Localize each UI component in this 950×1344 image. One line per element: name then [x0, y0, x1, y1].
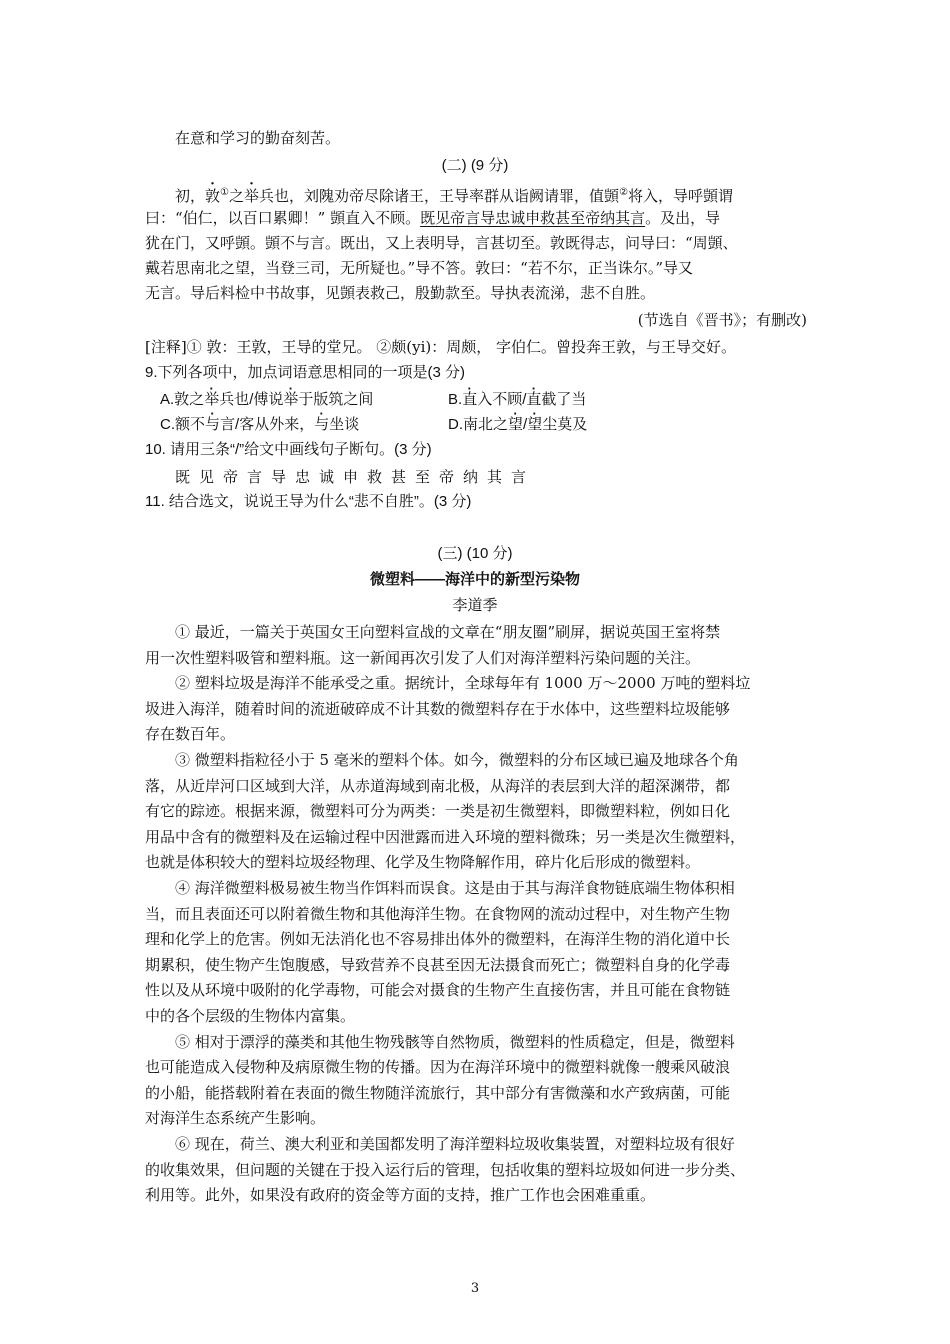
q10-sentence: 既见帝言导忠诚申救甚至帝纳其言	[175, 468, 536, 486]
section2-line-2: 曰：“伯仁，以百口累卿！” 顗直入不顾。既见帝言导忠诚申救甚至帝纳其言。及出，导	[145, 209, 721, 227]
annotation-note: [注释]① 敦：王敦，王导的堂兄。 ②颇(yi)：周颇， 字伯仁。曾投奔王敦，与王导交好。	[145, 338, 736, 356]
article-line: ③ 微塑料指粒径小于 5 毫米的塑料个体。如今，微塑料的分布区域已遍及地球各个角	[175, 751, 739, 769]
article-line: 利用等。此外，如果没有政府的资金等方面的支持，推广工作也会困难重重。	[145, 1186, 656, 1205]
q9-option-a: A.敦之举兵也/傅说举于版筑之间	[160, 391, 374, 408]
article-line: ⑤ 相对于漂浮的藻类和其他生物残骸等自然物质，微塑料的性质稳定，但是，微塑料	[175, 1032, 735, 1051]
article-line: 也就是体积较大的塑料垃圾经物理、化学及生物降解作用，碎片化后形成的微塑料。	[145, 853, 701, 872]
section2-heading: (二) (9 分)	[441, 157, 509, 174]
article-line: ② 塑料垃圾是海洋不能承受之重。据统计，全球每年有 1000 万～2000 万吨的塑料垃	[175, 674, 751, 693]
article-line: 用一次性塑料吸管和塑料瓶。这一新闻再次引发了人们对海洋塑料污染问题的关注。	[145, 648, 701, 667]
article-line: ⑥ 现在，荷兰、澳大利亚和美国都发明了海洋塑料垃圾收集装置，对塑料垃圾有很好	[175, 1135, 735, 1153]
article-line: ① 最近，一篇关于英国女王向塑料宣战的文章在“朋友圈”刷屏，据说英国王室将禁	[175, 623, 721, 641]
article-line: 也可能造成入侵物种及病原微生物的传播。因为在海洋环境中的微塑料就像一艘乘风破浪	[145, 1058, 731, 1077]
page-number: 3	[470, 1281, 480, 1296]
article-line: 落，从近岸河口区域到大洋，从赤道海域到南北极，从海洋的表层到大洋的超深渊带，都	[145, 776, 731, 795]
article-line: ④ 海洋微塑料极易被生物当作饵料而误食。这是由于其与海洋食物链底端生物体积相	[175, 879, 735, 897]
article-line: 的小船，能搭载附着在表面的微生物随洋流旅行，其中部分有害微藻和水产致病菌，可能	[145, 1083, 731, 1102]
article-line: 中的各个层级的生物体内富集。	[145, 1007, 356, 1025]
question-11: 11. 结合选文，说说王导为什么“悲不自胜”。(3 分)	[145, 493, 472, 510]
section2-line-4: 戴若思南北之望，当登三司，无所疑也。”导不答。敦曰：“若不尔，正当诛尔。”导又	[145, 259, 694, 277]
article-line: 圾进入海洋，随着时间的流逝破碎成不计其数的微塑料存在于水体中，这些塑料垃圾能够	[145, 699, 731, 718]
source-citation: (节选自《晋书》；有删改)	[637, 311, 807, 329]
article-line: 有它的踪迹。根据来源，微塑料可分为两类：一类是初生微塑料，即微塑料粒，例如日化	[145, 802, 731, 821]
article-line: 存在数百年。	[145, 725, 236, 744]
article-line: 期累积，使生物产生饱腹感，导致营养不良甚至因无法摄食而死亡；微塑料自身的化学毒	[145, 955, 731, 974]
section2-line-3: 犹在门，又呼顗。顗不与言。既出，又上表明导，言甚切至。敦既得志，问导曰：“周顗、	[145, 234, 738, 252]
article-line: 理和化学上的危害。例如无法消化也不容易排出体外的微塑料，在海洋生物的消化道中长	[145, 930, 731, 949]
question-10: 10. 请用三条“/”给文中画线句子断句。(3 分)	[145, 441, 432, 458]
section2-line-5: 无言。导后料检中书故事，见顗表救己，殷勤款至。导执表流涕，悲不自胜。	[145, 284, 656, 302]
section3-heading: (三) (10 分)	[437, 545, 513, 562]
q9-option-d: D.南北之望/望尘莫及	[448, 416, 588, 433]
article-line: 的收集效果，但问题的关键在于投入运行后的管理，包括收集的塑料垃圾如何进一步分类、	[145, 1160, 746, 1179]
article-line: 性以及从环境中吸附的化学毒物，可能会对摄食的生物产生直接伤害，并且可能在食物链	[145, 981, 731, 1000]
lead-line: 在意和学习的勤奋刻苦。	[175, 129, 341, 147]
article-title: 微塑料——海洋中的新型污染物	[369, 571, 580, 588]
article-line: 对海洋生态系统产生影响。	[145, 1109, 326, 1128]
article-line: 用品中含有的微塑料及在运输过程中因泄露而进入环境的塑料微珠；另一类是次生微塑料，	[145, 827, 746, 846]
q9-option-b: B.直入不顾/直截了当	[448, 391, 587, 408]
underlined-sentence: 既见帝言导忠诚申救甚至帝纳其言	[420, 209, 646, 227]
article-line: 当，而且表面还可以附着微生物和其他海洋生物。在食物网的流动过程中，对生物产生物	[145, 904, 731, 923]
section2-line-1: 初，敦①之举兵也，刘隗劝帝尽除诸王，王导率群从诣阙请罪，值顗②将入，导呼顗谓	[175, 187, 734, 205]
article-author: 李道季	[452, 597, 498, 614]
question-9: 9.下列各项中，加点词语意思相同的一项是(3 分)	[145, 364, 466, 381]
q9-option-c: C.额不与言/客从外来，与坐谈	[160, 416, 360, 433]
